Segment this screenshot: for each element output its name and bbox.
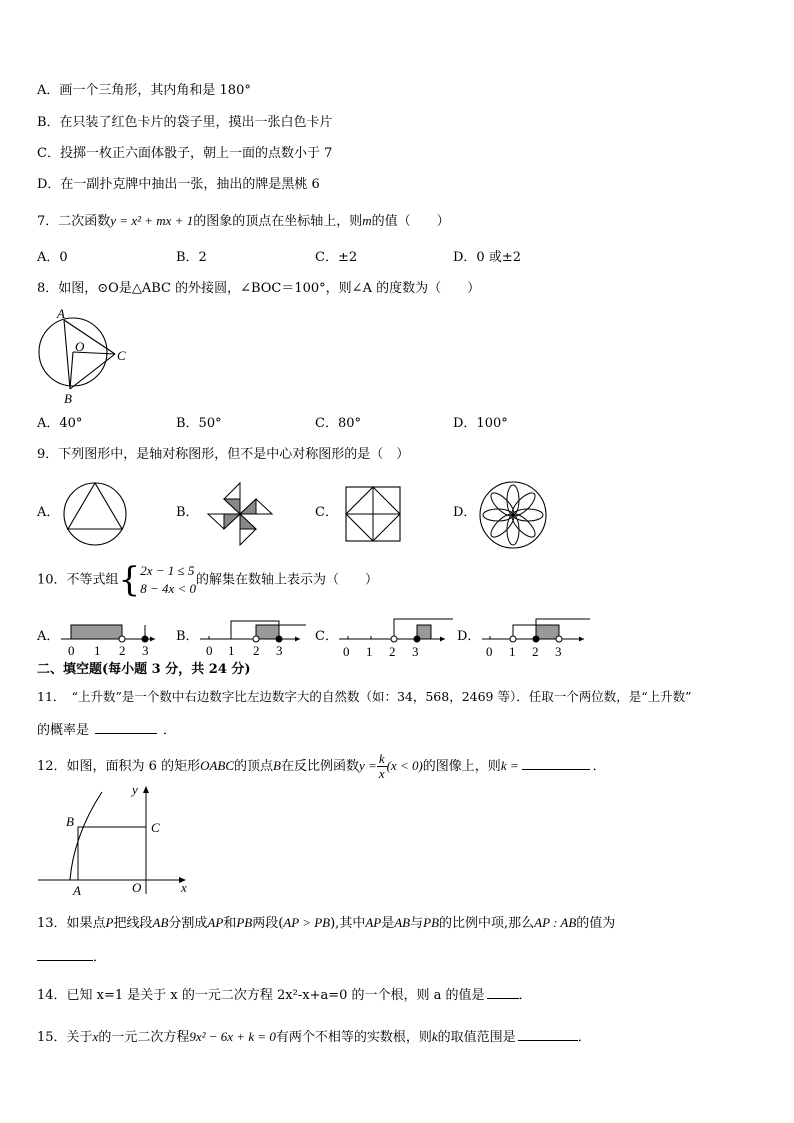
q12-stem <box>37 752 606 781</box>
q10-numberline-b <box>196 618 308 658</box>
q12-kvar: k = <box>500 758 519 773</box>
label-c: C <box>151 820 160 835</box>
q8-circle-figure <box>30 305 140 405</box>
label-y: y <box>132 782 138 797</box>
q12-condition: (x < 0) <box>386 758 423 773</box>
q13-ab-1: AB <box>152 915 169 930</box>
q9-letter-d: D． <box>453 505 477 520</box>
label-o: O <box>75 339 85 354</box>
q13-ratio: AP : AB <box>534 915 577 930</box>
q13-p6: ),其中 <box>330 916 366 931</box>
q7-var: m <box>362 213 372 228</box>
q13-p5: 两段( <box>252 916 284 931</box>
label-x: x <box>181 880 187 895</box>
q11-line1: 11． “上升数”是一个数中右边数字比左边数字大的自然数（如：34，568，2469 等）．任取一个两位数，是“上升数” <box>37 689 692 704</box>
q7-middle: 的图象的顶点在坐标轴上，则 <box>193 214 363 229</box>
tick-2: 2 <box>532 644 539 659</box>
inequality-2: 8 − 4x < 0 <box>140 581 197 596</box>
q12-answer-blank[interactable] <box>522 755 590 770</box>
q12-prefix: 12．如图，面积为 6 的矩形 <box>37 759 201 774</box>
q13-pb-1: PB <box>236 915 253 930</box>
label-a: A <box>57 306 65 321</box>
inequality-1: 2x − 1 ≤ 5 <box>140 563 195 578</box>
q13-ap-2: AP <box>365 915 382 930</box>
q8-stem: 8．如图，⊙O是△ABC 的外接圆，∠BOC＝100°，则∠A 的度数为（ ） <box>37 281 481 296</box>
inequality-system <box>140 562 196 598</box>
q12-mid2: 在反比例函数 <box>281 759 360 774</box>
q8-option-c: C．80° <box>315 416 361 431</box>
label-b: B <box>64 391 72 406</box>
q10-numberline-c <box>335 618 455 660</box>
q7-formula: y = x² + mx + 1 <box>110 213 194 228</box>
q8-option-d: D．100° <box>453 416 508 431</box>
q9-letter-a: A． <box>37 505 60 520</box>
q9-figure-a-circle-triangle <box>62 481 128 547</box>
q7-option-b: B．2 <box>176 250 207 265</box>
q8-option-a: A．40° <box>37 416 83 431</box>
q14-answer-blank[interactable] <box>487 984 519 999</box>
q15-p2: 的一元二次方程 <box>98 1030 190 1045</box>
q11-end: ． <box>163 723 177 738</box>
q13-compare: AP > PB <box>283 915 331 930</box>
q7-stem <box>37 212 450 231</box>
label-b: B <box>66 814 74 829</box>
q6-option-b: B．在只装了红色卡片的袋子里，摸出一张白色卡片 <box>37 115 333 130</box>
q10-stem <box>37 562 378 599</box>
system-brace: { <box>118 560 141 600</box>
q13-p9: 的比例中项,那么 <box>439 916 535 931</box>
tick-1: 1 <box>509 644 516 659</box>
q13-p10: 的值为 <box>576 916 616 931</box>
q9-figure-d-flower <box>478 480 548 550</box>
q11-line2 <box>37 719 176 740</box>
q12-func-lhs: y = <box>359 758 377 773</box>
label-a: A <box>73 883 81 898</box>
q6-option-c: C．投掷一枚正六面体骰子，朝上一面的点数小于 7 <box>37 146 333 161</box>
q15-answer-blank[interactable] <box>518 1026 578 1041</box>
label-o: O <box>132 880 142 895</box>
q7-option-c: C．±2 <box>315 250 358 265</box>
tick-3: 3 <box>555 644 562 659</box>
q7-option-a: A．0 <box>37 250 68 265</box>
q12-end: ． <box>592 759 606 774</box>
q13-p7: 是 <box>381 916 395 931</box>
q13-p2: 把线段 <box>113 916 153 931</box>
q14-stem <box>37 984 532 1005</box>
q7-suffix: 的值（ ） <box>371 214 450 229</box>
q13-point-p: P <box>105 915 114 930</box>
q10-numberline-a <box>57 618 157 658</box>
q7-prefix: 7．二次函数 <box>37 214 111 229</box>
q11-answer-blank[interactable] <box>95 719 157 734</box>
q13-p8: 与 <box>410 916 424 931</box>
tick-1: 1 <box>228 643 235 658</box>
segment-ac <box>64 320 115 354</box>
frac-numerator: k <box>378 751 385 766</box>
q12-coordinate-figure <box>36 784 196 896</box>
q6-option-d: D．在一副扑克牌中抽出一张，抽出的牌是黑桃 6 <box>37 177 320 192</box>
q10-letter-b: B． <box>176 629 199 644</box>
q9-figure-b-pinwheel <box>206 481 274 547</box>
tick-1: 1 <box>366 644 373 659</box>
segment-bc <box>70 354 115 389</box>
tick-3: 3 <box>276 643 283 658</box>
q10-letter-c: C． <box>315 629 338 644</box>
q13-p1: 13．如果点 <box>37 916 106 931</box>
q15-equation: 9x² − 6x + k = 0 <box>189 1029 276 1044</box>
q13-line1 <box>37 914 615 933</box>
q15-x: x <box>92 1029 99 1044</box>
q15-k: k <box>431 1029 438 1044</box>
tick-0: 0 <box>206 643 213 658</box>
q15-p4: 的取值范围是 <box>437 1030 516 1045</box>
q8-option-b: B．50° <box>176 416 222 431</box>
q13-p3: 分割成 <box>168 916 208 931</box>
q14-end: ． <box>518 988 532 1003</box>
q10-letter-a: A． <box>37 629 60 644</box>
tick-2: 2 <box>119 643 126 658</box>
q12-fraction <box>377 752 387 781</box>
segment-ob <box>70 352 73 389</box>
frac-denominator: x <box>378 766 385 781</box>
q9-figure-c-square-diamond <box>345 486 403 544</box>
q13-answer-blank[interactable] <box>37 946 93 961</box>
segment-ab <box>64 320 70 389</box>
tick-0: 0 <box>68 643 75 658</box>
q12-vertex: B <box>273 758 281 773</box>
q13-pb-2: PB <box>423 915 440 930</box>
q10-suffix: 的解集在数轴上表示为（ ） <box>196 572 379 588</box>
q13-end: ． <box>93 950 107 965</box>
q9-letter-c: C． <box>315 505 338 520</box>
q12-rect: OABC <box>200 758 235 773</box>
q10-prefix: 10．不等式组 <box>37 572 119 588</box>
q15-stem <box>37 1026 591 1047</box>
tick-3: 3 <box>412 644 419 659</box>
q7-option-d: D．0 或±2 <box>453 250 521 265</box>
q13-ab-2: AB <box>394 915 411 930</box>
q10-numberline-d <box>478 618 593 660</box>
q11-prefix: 的概率是 <box>37 723 90 738</box>
q13-ap-1: AP <box>207 915 224 930</box>
q9-stem: 9．下列图形中，是轴对称图形，但不是中心对称图形的是（ ） <box>37 447 410 462</box>
q10-letter-d: D． <box>457 629 481 644</box>
tick-0: 0 <box>343 644 350 659</box>
q15-p1: 15．关于 <box>37 1030 93 1045</box>
label-c: C <box>117 348 126 363</box>
tick-2: 2 <box>389 644 396 659</box>
q9-letter-b: B． <box>176 505 199 520</box>
q12-mid3: 的图像上，则 <box>422 759 501 774</box>
q15-end: ． <box>577 1030 591 1045</box>
tick-3: 3 <box>142 643 149 658</box>
q12-mid1: 的顶点 <box>234 759 274 774</box>
tick-0: 0 <box>486 644 493 659</box>
q14-text: 14．已知 x=1 是关于 x 的一元二次方程 2x²-x+a=0 的一个根，则 a 的值是 <box>37 988 485 1003</box>
q13-line2 <box>37 946 106 967</box>
q6-option-a: A．画一个三角形，其内角和是 180° <box>37 83 251 98</box>
section-fill-in-blank-heading: 二、填空题(每小题 3 分，共 24 分) <box>37 662 251 677</box>
tick-2: 2 <box>253 643 260 658</box>
q15-p3: 有两个不相等的实数根，则 <box>275 1030 432 1045</box>
tick-1: 1 <box>94 643 101 658</box>
q13-p4: 和 <box>223 916 237 931</box>
